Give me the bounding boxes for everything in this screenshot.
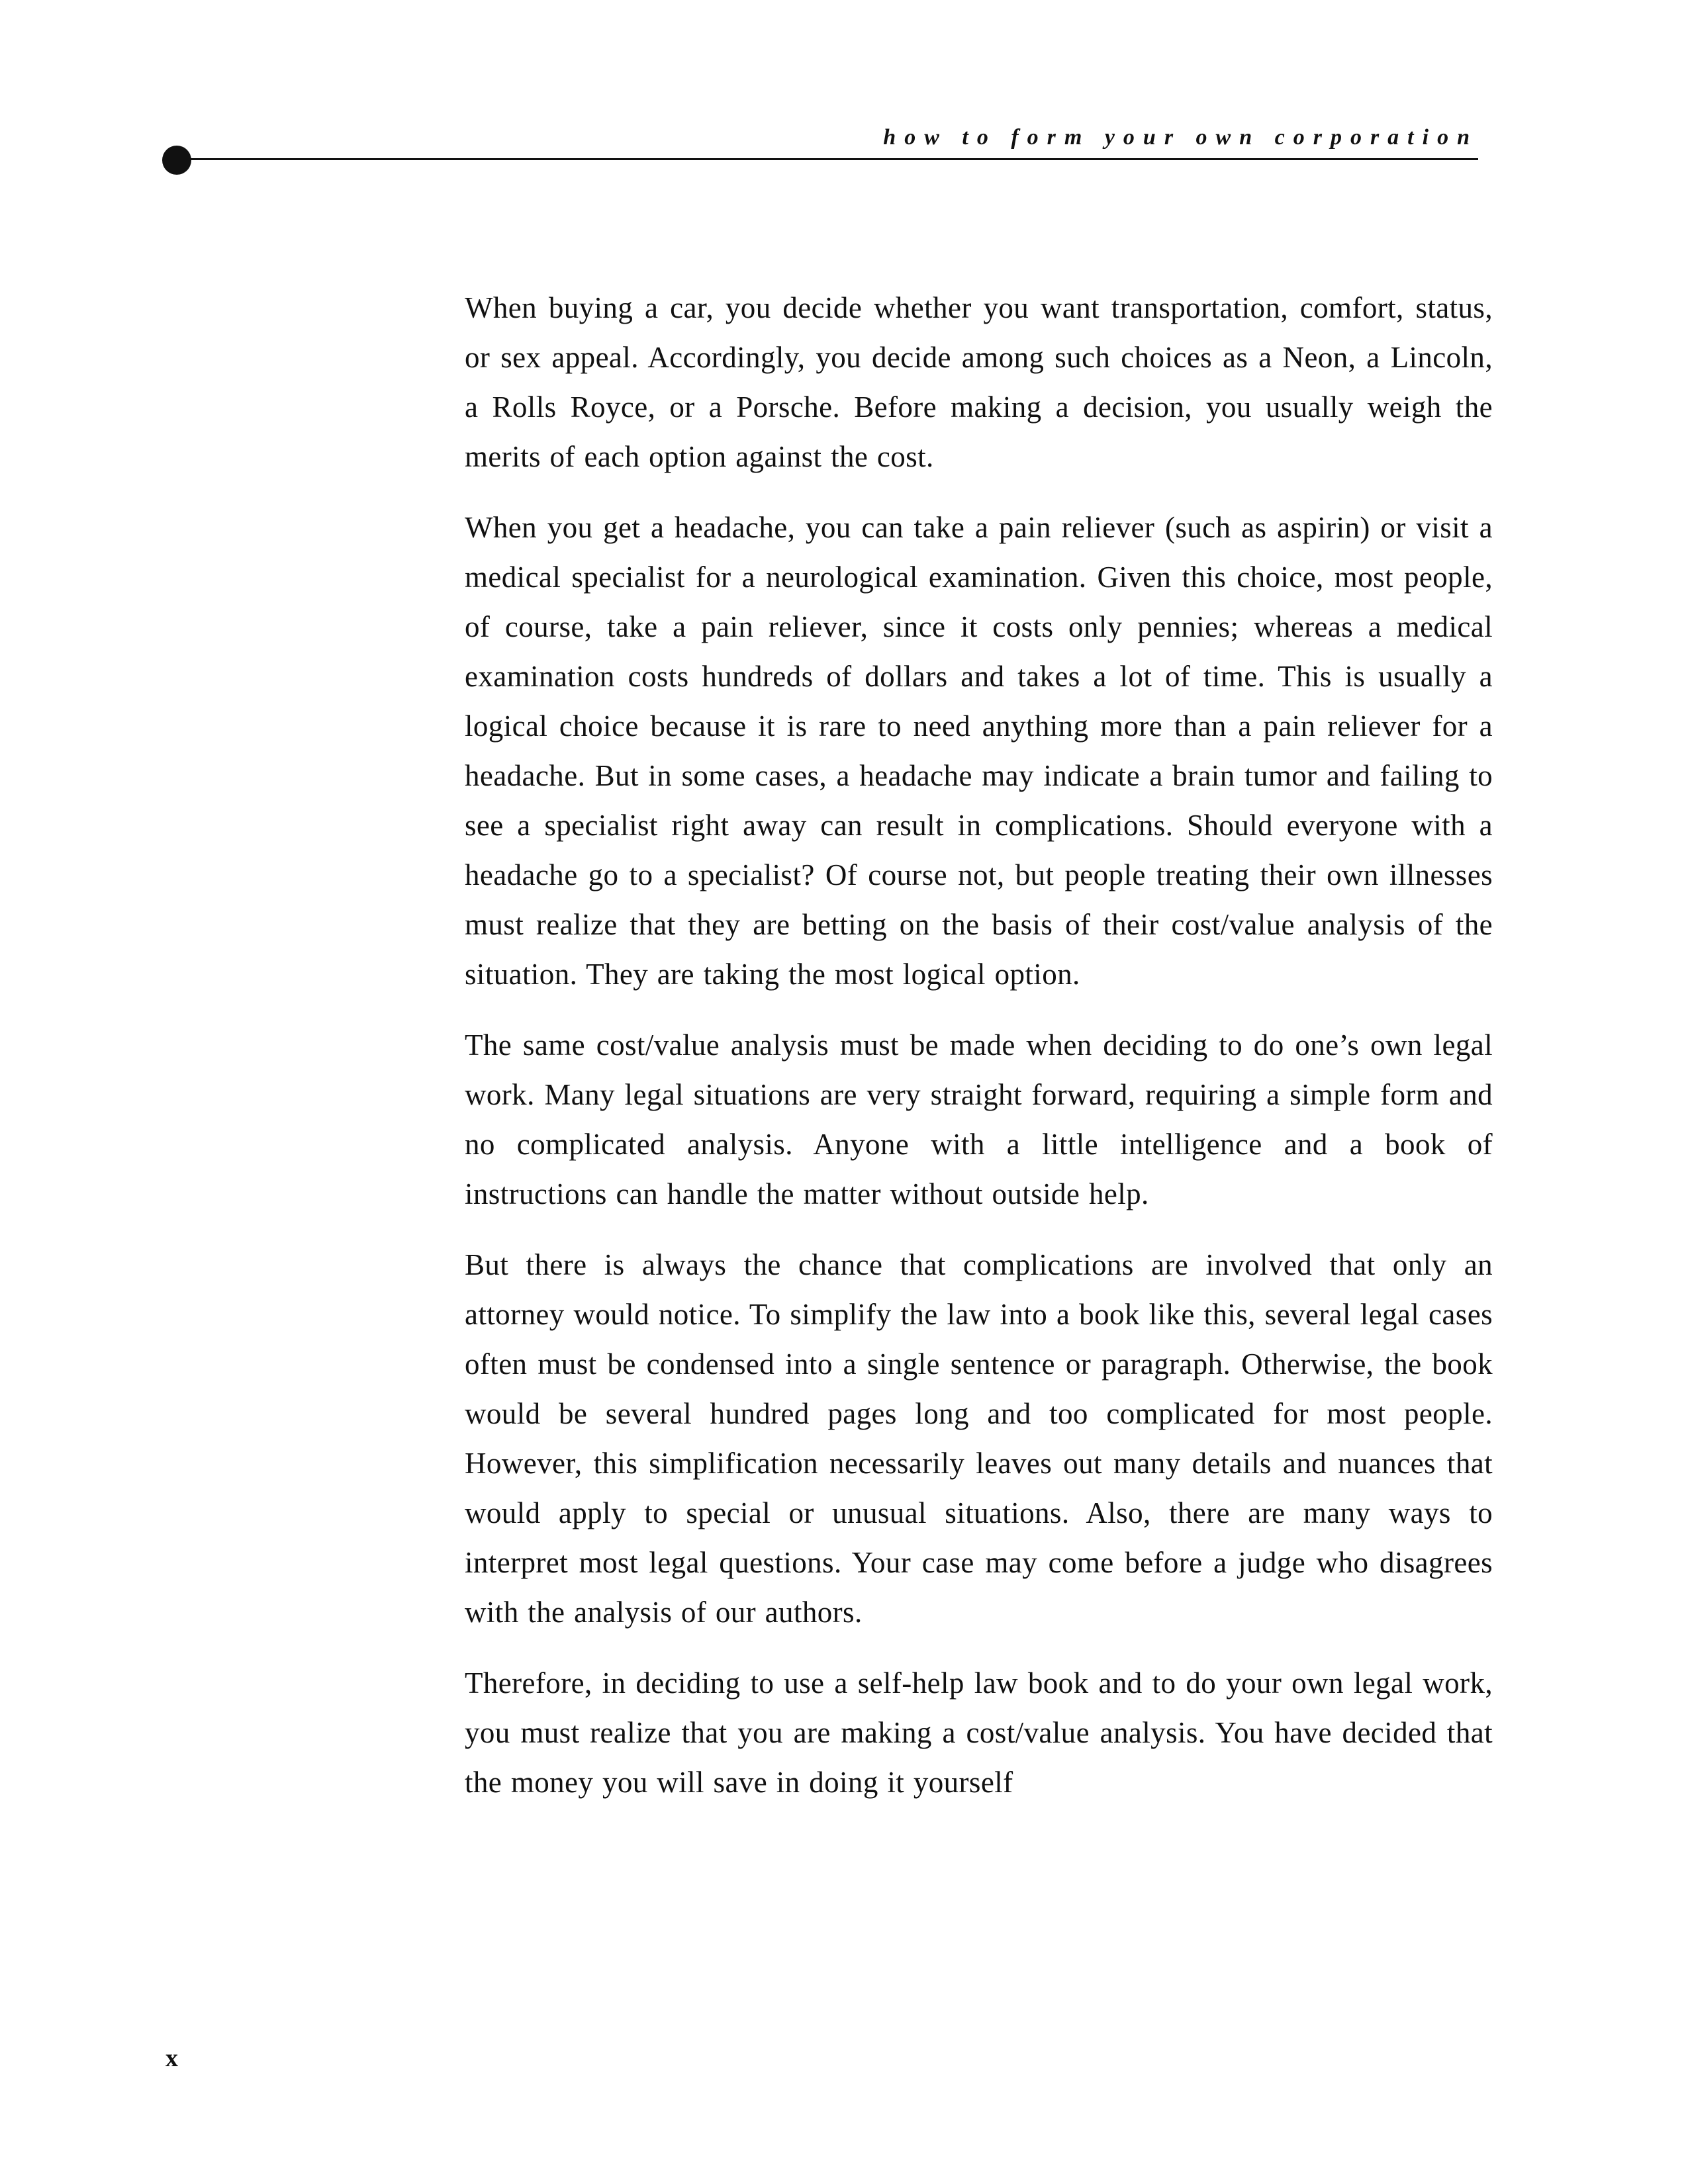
header-bullet-dot xyxy=(162,146,191,175)
paragraph: When buying a car, you decide whether you want transportation, comfort, status, or sex appeal. Accordingly, you decide among such choices as a Neon, a Lincoln, a Rolls Royce, or a Porsche. Before making a decision, you usually weigh the merits of each option against the cost. xyxy=(465,291,1493,473)
paragraph: Therefore, in deciding to use a self-help law book and to do your own legal work, you must realize that you are making a cost/value analysis. You have decided that the money you will save in doing it yourself xyxy=(465,1666,1493,1799)
page-number: x xyxy=(165,2044,178,2072)
paragraph: But there is always the chance that complications are involved that only an attorney would notice. To simplify the law into a book like this, several legal cases often must be condensed into a single sentence or paragraph. Otherwise, the book would be several hundred pages long and too complicated for most people. However, this simplification necessarily leaves out many details and nuances that would apply to special or unusual situations. Also, there are many ways to interpret most legal questions. Your case may come before a judge who disagrees with the analysis of our authors. xyxy=(465,1248,1493,1629)
paragraph: The same cost/value analysis must be made when deciding to do one’s own legal work. Many legal situations are very straight forward, requiring a simple form and no complicated analysis. Anyone with a little intelligence and a book of instructions can handle the matter without outside help. xyxy=(465,1028,1493,1210)
header-rule xyxy=(175,158,1478,160)
paragraph: When you get a headache, you can take a pain reliever (such as aspirin) or visit a medical specialist for a neurological examination. Given this choice, most people, of course, take a pain reliever, since it costs only pennies; whereas a medical examination costs hundreds of dollars and takes a lot of time. This is usually a logical choice because it is rare to need anything more than a pain reliever for a headache. But in some cases, a headache may indicate a brain tumor and failing to see a specialist right away can result in complications. Should everyone with a headache go to a specialist? Of course not, but people treating their own illnesses must realize that they are betting on the basis of their cost/value analysis of the situation. They are taking the most logical option. xyxy=(465,511,1493,991)
running-header-title: how to form your own corporation xyxy=(883,125,1478,150)
body-text xyxy=(465,283,1493,1829)
